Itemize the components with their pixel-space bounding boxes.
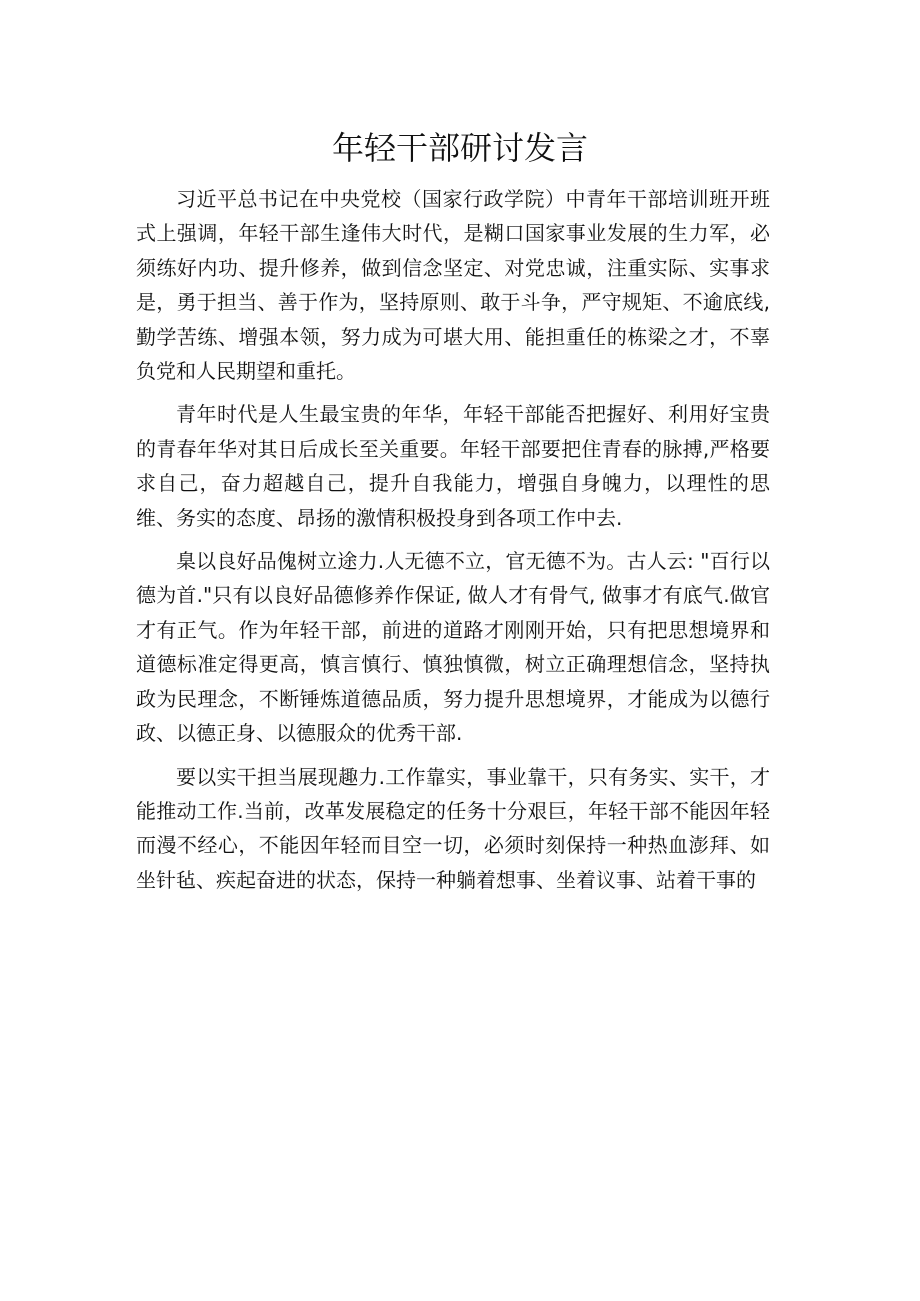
paragraph-2: 青年时代是人生最宝贵的年华，年轻干部能否把握好、利用好宝贵的青春年华对其日后成长至关重要。年轻干部要把住青春的脉搏,严格要求自己，奋力超越自己，提升自我能力，增强自身魄力，以理性的思维、务实的态度、昂扬的激情积极投身到各项工作中去. <box>136 402 770 530</box>
paragraph-4: 要以实干担当展现趣力.工作靠实，事业靠干，只有务实、实干，才能推动工作.当前，改革发展稳定的任务十分艰巨，年轻干部不能因年轻而漫不经心，不能因年轻而目空一切，必须时刻保持一种热血澎拜、如坐针毡、疾起奋进的状态，保持一种躺着想事、坐着议事、站着干事的 <box>136 764 770 892</box>
paragraph-3: 臬以良好品傀树立途力.人无德不立，官无德不为。古人云: "百行以德为首."只有以良好品德修养作保证, 做人才有骨气, 做事才有底气.做官才有正气。作为年轻干部，前进的道路才刚刚开始，只有把思想境界和道德标准定得更高，慎言慎行、慎独慎微，树立正确理想信念，坚持执政为民理念，不断锤炼道德品质，努力提升思想境界，才能成为以德行政、以德正身、以德服众的优秀干部. <box>136 549 770 746</box>
document-body <box>136 182 770 906</box>
document-title: 年轻干部研讨发言 <box>331 129 588 167</box>
paragraph-1: 习近平总书记在中央党校（国家行政学院）中青年干部培训班开班式上强调，年轻干部生逢伟大时代，是糊口国家事业发展的生力军，必须练好内功、提升修养，做到信念坚定、对党忠诚，注重实际、实事求是，勇于担当、善于作为，坚持原则、敢于斗争，严守规矩、不逾底线,勤学苦练、增强本领，努力成为可堪大用、能担重任的栋梁之才，不辜负党和人民期望和重托。 <box>136 187 770 384</box>
